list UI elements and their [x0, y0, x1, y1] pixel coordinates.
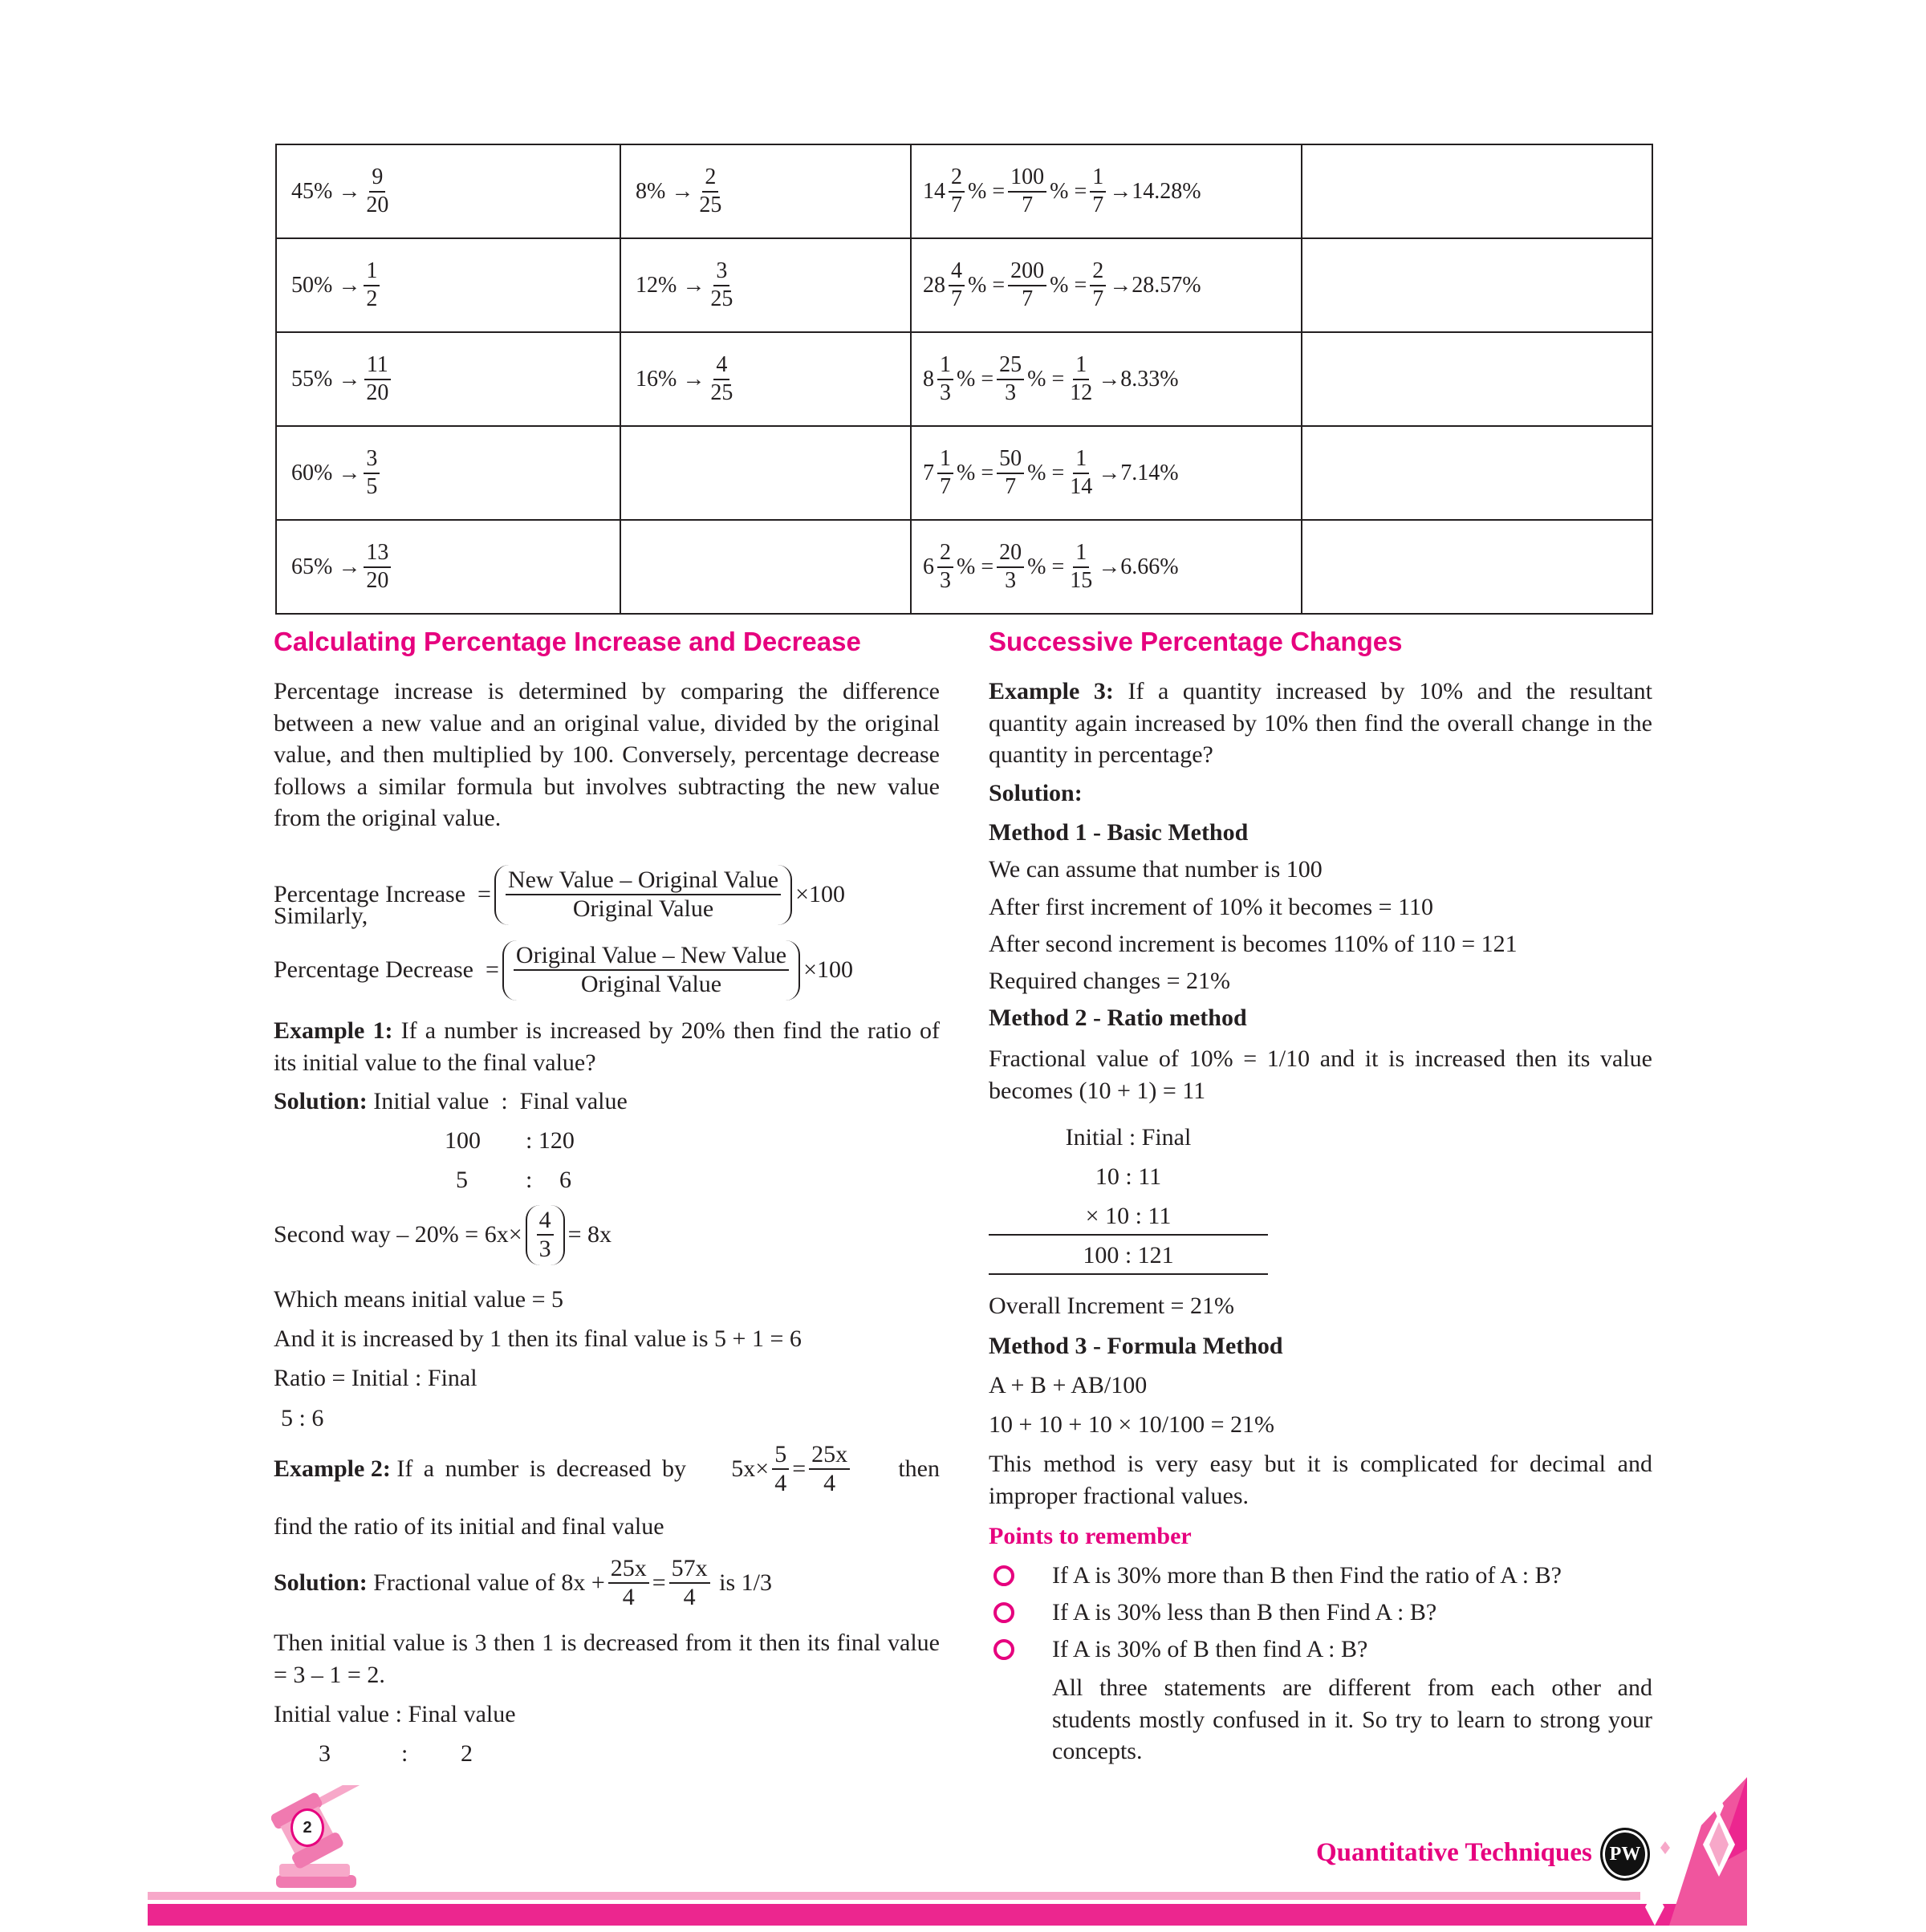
denominator: 7 — [951, 192, 962, 217]
percent: 12% — [636, 272, 677, 298]
table-cell: 7 $\frac{1}{7}$ % = $\frac{50}{7}$ % = $\frac{1}{14}$ → 7.14% — [911, 426, 1302, 520]
fraction — [364, 352, 391, 405]
fraction — [937, 352, 953, 405]
percent: 8% — [636, 178, 666, 204]
numerator: 1 — [937, 352, 953, 380]
table-cell: 55% → $\frac{11}{20}$ — [276, 332, 620, 426]
section-heading-successive: Successive Percentage Changes — [989, 627, 1403, 656]
numerator: 1 — [1073, 540, 1089, 567]
footer-light-stripe — [148, 1892, 1640, 1900]
numerator: 2 — [937, 540, 953, 567]
footer-bar — [148, 1904, 1747, 1926]
text-line: After second increment is becomes 110% of 110 = 121 — [989, 931, 1518, 957]
denominator: Original Value — [572, 895, 714, 922]
solution-label: Solution: — [989, 780, 1083, 806]
numerator: 1 — [364, 258, 380, 286]
table-cell — [620, 520, 911, 614]
table-cell — [1302, 144, 1652, 238]
percent: 16% — [636, 366, 677, 392]
decimal-result: 6.66% — [1120, 554, 1179, 579]
fraction — [364, 164, 391, 217]
table-row — [276, 238, 1652, 332]
points-note: All three statements are different from each other and students mostly confused in it. So try to learn to strong your concepts. — [1052, 1674, 1652, 1764]
table-cell: 14 $\frac{2}{7}$ % = $\frac{100}{7}$ % = $\frac{1}{7}$ → 14.28% — [911, 144, 1302, 238]
numerator: 50 — [997, 446, 1024, 473]
percent: 60% — [291, 460, 333, 485]
parentheses — [526, 1205, 565, 1265]
denominator: 7 — [1005, 473, 1017, 499]
numerator: 4 — [537, 1207, 554, 1236]
parentheses — [502, 940, 800, 1000]
denominator: 2 — [366, 286, 378, 311]
ratio-colon: : — [526, 1167, 533, 1193]
percentage-decrease-formula — [274, 938, 853, 1002]
text-line: Overall Increment = 21% — [989, 1293, 1234, 1319]
denominator: 7 — [951, 286, 962, 311]
example-3 — [989, 676, 1652, 771]
method-heading: Method 3 - Formula Method — [989, 1333, 1283, 1359]
text-paragraph: Fractional value of 10% = 1/10 and it is increased then its value becomes (10 + 1) = 11 — [989, 1045, 1652, 1104]
table-cell: 12% → $\frac{3}{25}$ — [620, 238, 911, 332]
table-cell — [1302, 426, 1652, 520]
book-title: Quantitative Techniques — [1316, 1838, 1592, 1867]
page-number: 2 — [303, 1818, 312, 1837]
denominator: 7 — [1022, 192, 1034, 217]
point-item: If A is 30% of B then find A : B? — [1052, 1636, 1368, 1662]
example-label: Example 3: — [989, 678, 1114, 704]
solution-text: Initial value : Final value — [373, 1088, 628, 1114]
formula-label: Percentage Decrease — [274, 956, 473, 983]
divider — [989, 1234, 1268, 1236]
ratio-result: 100 : 121 — [1083, 1242, 1174, 1268]
fraction — [708, 352, 735, 405]
section-heading-increase-decrease: Calculating Percentage Increase and Decrease — [274, 627, 861, 656]
text-paragraph: This method is very easy but it is complicated for decimal and improper fractional values. — [989, 1451, 1652, 1509]
ratio-colon: : — [401, 1740, 408, 1767]
table-cell: 45% → $\frac{9}{20}$ — [276, 144, 620, 238]
equals: = — [652, 1569, 666, 1596]
solution-label: Solution: — [274, 1088, 368, 1114]
method-heading: Method 1 - Basic Method — [989, 819, 1249, 846]
denominator: 7 — [1092, 286, 1104, 311]
denominator: 3 — [538, 1236, 551, 1262]
example-1 — [274, 1015, 940, 1078]
ratio-header: Initial : Final — [1065, 1124, 1192, 1151]
percentage-fraction-table — [275, 144, 1653, 615]
fraction — [364, 540, 391, 593]
text: Second way – 20% = — [274, 1221, 479, 1248]
denominator: 15 — [1070, 567, 1093, 593]
table-cell: 16% → $\frac{4}{25}$ — [620, 332, 911, 426]
formula-label: Percentage Increase — [274, 881, 466, 907]
intro-paragraph: Percentage increase is determined by comparing the difference between a new value and an original value, divided by the original value, and then multiplied by 100. Conversely, percentage decrease follows a similar formula but involves subtracting the new value from the original value. — [274, 678, 940, 831]
text: = 8x — [567, 1221, 612, 1248]
numerator: New Value – Original Value — [506, 867, 781, 896]
fraction — [997, 540, 1024, 593]
denominator: 20 — [366, 567, 389, 593]
denominator: 12 — [1070, 380, 1093, 405]
percent: 65% — [291, 554, 333, 579]
table-cell: 50% → $\frac{1}{2}$ — [276, 238, 620, 332]
ratio-value: : 120 — [526, 1127, 575, 1154]
solution-label: Solution: — [274, 1569, 368, 1596]
logo-text: PW — [1609, 1843, 1641, 1865]
text: is 1/3 — [719, 1569, 773, 1596]
ratio-row: × 10 : 11 — [1085, 1203, 1172, 1229]
text-line: Required changes = 21% — [989, 968, 1230, 994]
numerator: 1 — [1073, 352, 1089, 380]
ratio-value: 3 — [319, 1740, 331, 1767]
solution-2 — [274, 1551, 772, 1615]
fraction — [1090, 258, 1106, 311]
second-way-formula — [274, 1203, 612, 1267]
example-label: Example 2: — [274, 1455, 391, 1482]
table-cell — [1302, 520, 1652, 614]
fraction — [949, 258, 965, 311]
ratio-value: 2 — [461, 1740, 473, 1767]
circle-bullet-icon — [993, 1639, 1014, 1660]
equals: = — [477, 881, 491, 907]
denominator: 4 — [622, 1584, 635, 1610]
solution-1 — [274, 1086, 628, 1118]
text-line: 5 : 6 — [281, 1405, 324, 1431]
fraction — [997, 446, 1024, 499]
ratio-row: 10 : 11 — [1095, 1163, 1162, 1190]
whole: 8 — [923, 366, 934, 392]
denominator: 3 — [940, 380, 951, 405]
denominator: Original Value — [580, 971, 722, 997]
numerator: 2 — [949, 164, 965, 192]
example-text: If a number is increased by 20% then find the ratio of its initial value to the final value? — [274, 1017, 941, 1076]
ratio-value: 5 — [456, 1167, 468, 1193]
numerator: 25x — [608, 1555, 649, 1585]
example-label: Example 1: — [274, 1017, 393, 1044]
percent: 55% — [291, 366, 333, 392]
example-text: If a number is decreased by — [396, 1455, 687, 1482]
equals: = — [792, 1455, 807, 1482]
percent: 50% — [291, 272, 333, 298]
numerator: 13 — [364, 540, 391, 567]
circle-bullet-icon — [993, 1602, 1014, 1623]
denominator: 3 — [940, 567, 951, 593]
table-row — [276, 520, 1652, 614]
denominator: 3 — [1005, 380, 1017, 405]
fraction — [1067, 352, 1095, 405]
numerator: 25 — [997, 352, 1024, 380]
table-cell — [620, 426, 911, 520]
text-line: Initial value : Final value — [274, 1701, 516, 1727]
decimal-result: 28.57% — [1132, 272, 1201, 298]
numerator: 25x — [809, 1441, 850, 1471]
text: Fractional value of — [373, 1569, 555, 1596]
fraction — [1008, 164, 1046, 217]
fraction — [1090, 164, 1106, 217]
text: 6x× — [484, 1221, 522, 1248]
numerator: 3 — [364, 446, 380, 473]
text-line: Which means initial value = 5 — [274, 1286, 563, 1313]
multiplier: ×100 — [803, 956, 853, 983]
decimal-result: 8.33% — [1120, 366, 1179, 392]
denominator: 14 — [1070, 473, 1093, 499]
page-number-badge — [291, 1808, 324, 1847]
point-item: If A is 30% less than B then Find A : B? — [1052, 1599, 1437, 1626]
text-line: 10 + 10 + 10 × 10/100 = 21% — [989, 1411, 1275, 1438]
fraction — [708, 258, 735, 311]
fraction — [937, 540, 953, 593]
numerator: 1 — [1073, 446, 1089, 473]
parentheses — [494, 865, 792, 925]
fraction — [949, 164, 965, 217]
denominator: 25 — [710, 286, 733, 311]
fraction — [1008, 258, 1046, 311]
denominator: 7 — [1022, 286, 1034, 311]
numerator: 9 — [369, 164, 385, 192]
decimal-result: 7.14% — [1120, 460, 1179, 485]
denominator: 25 — [710, 380, 733, 405]
gavel-icon — [271, 1785, 384, 1889]
fraction — [1067, 540, 1095, 593]
table-cell: 8 $\frac{1}{3}$ % = $\frac{25}{3}$ % = $\frac{1}{12}$ → 8.33% — [911, 332, 1302, 426]
numerator: 4 — [949, 258, 965, 286]
example-2 — [274, 1437, 940, 1501]
table-cell — [1302, 332, 1652, 426]
text-line: We can assume that number is 100 — [989, 856, 1323, 883]
text-line: find the ratio of its initial and final value — [274, 1513, 664, 1540]
denominator: 7 — [1092, 192, 1104, 217]
fraction — [364, 258, 380, 311]
divider — [989, 1273, 1268, 1275]
numerator: 100 — [1008, 164, 1046, 192]
text-line: And it is increased by 1 then its final value is 5 + 1 = 6 — [274, 1325, 802, 1352]
multiplier: ×100 — [795, 881, 846, 907]
whole: 6 — [923, 554, 934, 579]
text: then — [898, 1455, 940, 1482]
text-paragraph: Then initial value is 3 then 1 is decreased from it then its final value = 3 – 1 = 2. — [274, 1630, 940, 1688]
denominator: 4 — [823, 1470, 836, 1496]
denominator: 4 — [774, 1470, 787, 1496]
table-cell: 65% → $\frac{13}{20}$ — [276, 520, 620, 614]
denominator: 25 — [699, 192, 722, 217]
decimal-result: 14.28% — [1132, 178, 1201, 204]
point-item: If A is 30% more than B then Find the ratio of A : B? — [1052, 1562, 1562, 1589]
ratio-value: 100 — [445, 1127, 481, 1154]
percent: 45% — [291, 178, 333, 204]
numerator: Original Value – New Value — [514, 942, 789, 972]
corner-decoration — [1621, 1777, 1749, 1926]
circle-bullet-icon — [993, 1565, 1014, 1586]
whole: 14 — [923, 178, 945, 204]
table-cell — [1302, 238, 1652, 332]
text-line: A + B + AB/100 — [989, 1372, 1148, 1398]
denominator: 3 — [1005, 567, 1017, 593]
numerator: 11 — [364, 352, 391, 380]
numerator: 200 — [1008, 258, 1046, 286]
table-cell: 8% → $\frac{2}{25}$ — [620, 144, 911, 238]
equals: = — [486, 956, 499, 983]
fraction — [997, 352, 1024, 405]
denominator: 7 — [940, 473, 951, 499]
table-cell: 60% → $\frac{3}{5}$ — [276, 426, 620, 520]
numerator: 2 — [1090, 258, 1106, 286]
numerator: 2 — [702, 164, 718, 192]
numerator: 3 — [713, 258, 729, 286]
whole: 7 — [923, 460, 934, 485]
text-line: After first increment of 10% it becomes = 110 — [989, 894, 1433, 920]
ratio-value: 6 — [559, 1167, 571, 1193]
text: 8x + — [561, 1569, 605, 1596]
numerator: 1 — [1090, 164, 1106, 192]
whole: 28 — [923, 272, 945, 298]
text: 5x× — [731, 1455, 770, 1482]
denominator: 20 — [366, 192, 389, 217]
table-row — [276, 332, 1652, 426]
denominator: 20 — [366, 380, 389, 405]
denominator: 4 — [683, 1584, 696, 1610]
text-line: Ratio = Initial : Final — [274, 1365, 477, 1391]
table-cell: 28 $\frac{4}{7}$ % = $\frac{200}{7}$ % = $\frac{2}{7}$ → 28.57% — [911, 238, 1302, 332]
table-row — [276, 426, 1652, 520]
numerator: 5 — [772, 1441, 789, 1471]
fraction — [364, 446, 380, 499]
numerator: 1 — [937, 446, 953, 473]
similarly-text: Similarly, — [274, 903, 368, 929]
table-cell: 6 $\frac{2}{3}$ % = $\frac{20}{3}$ % = $\frac{1}{15}$ → 6.66% — [911, 520, 1302, 614]
numerator: 20 — [997, 540, 1024, 567]
example-text: If a quantity increased by 10% and the resultant quantity again increased by 10% then find the overall change in the quantity in percentage? — [989, 678, 1653, 768]
fraction — [697, 164, 724, 217]
numerator: 4 — [713, 352, 729, 380]
fraction — [1067, 446, 1095, 499]
denominator: 5 — [366, 473, 378, 499]
table-row — [276, 144, 1652, 238]
points-heading: Points to remember — [989, 1523, 1192, 1549]
fraction — [937, 446, 953, 499]
numerator: 57x — [669, 1555, 710, 1585]
method-heading: Method 2 - Ratio method — [989, 1005, 1247, 1031]
